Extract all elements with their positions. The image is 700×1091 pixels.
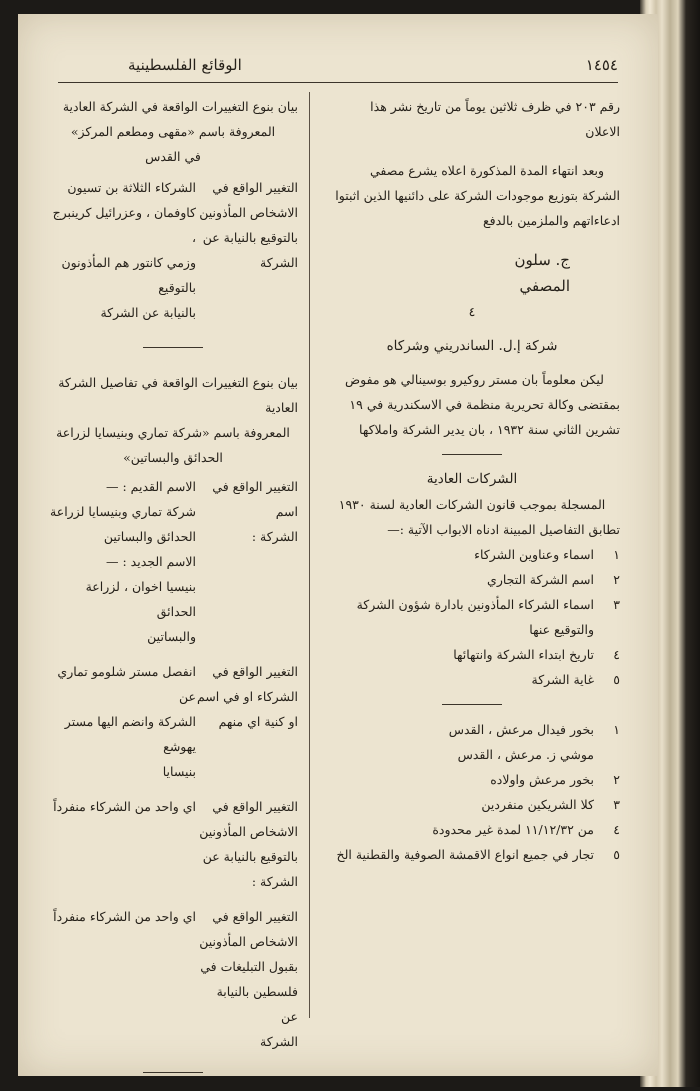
list-item: والتوقيع عنها — [529, 622, 594, 637]
column-divider — [309, 92, 310, 1018]
section-number: ٤ — [468, 304, 476, 319]
page-number: ١٤٥٤ — [585, 56, 618, 74]
change-entry: التغيير الواقع في الاشخاص المأذونين بالتوقيع بالنيابة عن الشركة : اي واحد من الشركاء منفرداً — [53, 799, 298, 889]
list-item: موشي ز. مرعش ، القدس — [457, 747, 594, 762]
details-intro: تطابق التفاصيل المبينة ادناه الابواب الآتية :— — [387, 522, 620, 537]
list-item: ٥ غاية الشركة — [531, 672, 620, 687]
list-item: ٥ تجار في جميع انواع الاقمشة الصوفية والقطنية الخ — [336, 847, 620, 862]
change-entry: التغيير الواقع في الاشخاص المأذونين بالتوقيع بالنيابة عن الشركة الشركاء الثلاثة بن تسيون كاوفمان ، وعزرائيل كرينبرج ، وزمي كانتور هم المأذونون بالتوقيع بالنيابة عن الشركة — [52, 180, 298, 320]
page-header — [58, 54, 618, 83]
block-title: بيان بنوع التغييرات الواقعة في الشركة العادية — [62, 99, 298, 114]
headings-list — [324, 542, 620, 692]
block-title: الحدائق والبساتين» — [123, 450, 223, 465]
section-heading: الشركات العادية — [426, 471, 518, 487]
right-column — [324, 94, 620, 867]
block-title: المعروفة باسم «مقهى ومطعم المركز» — [70, 124, 276, 139]
list-item: ٢ اسم الشركة التجاري — [487, 572, 620, 587]
registration-line: المسجلة بموجب قانون الشركات العادية لسنة ١٩٣٠ — [338, 497, 606, 512]
liquidation-line: وبعد انتهاء المدة المذكورة اعلاه يشرع مصفي — [369, 163, 604, 178]
liquidation-line: ادعاءاتهم والملزمين بالدفع — [482, 213, 620, 228]
liquidation-line: الشركة بتوزيع موجودات الشركة على دائنيها الذين اثبتوا — [335, 188, 620, 203]
signature-name: ج. سلون — [514, 251, 570, 269]
list-item: ٣ اسماء الشركاء المأذونين بادارة شؤون الشركة — [356, 597, 620, 612]
notice-line: ليكن معلوماً بان مستر روكيرو بوسينالي هو مفوض — [345, 372, 604, 387]
separator-rule — [143, 1072, 203, 1073]
list-item: ١ اسماء وعناوين الشركاء — [474, 547, 620, 562]
list-item: ٤ من ١١/١٢/٣٢ لمدة غير محدودة — [432, 822, 620, 837]
list-item: ٢ بخور مرعش واولاده — [490, 772, 620, 787]
document-page — [18, 14, 658, 1076]
company-title: شركة إ.ل. الساندريني وشركاه — [386, 338, 558, 354]
block-title: في القدس — [145, 149, 201, 164]
separator-rule — [143, 347, 203, 348]
left-column — [48, 94, 298, 1091]
signature-role: المصفي — [519, 277, 570, 295]
block-title: بيان بنوع التغييرات الواقعة في تفاصيل الشركة العادية — [58, 375, 298, 415]
list-item: ٤ تاريخ ابتداء الشركة وانتهائها — [453, 647, 620, 662]
separator-rule — [442, 704, 502, 705]
notice-line: بمقتضى وكالة تحريرية منظمة في الاسكندرية في ١٩ — [349, 397, 620, 412]
separator-rule — [442, 454, 502, 455]
change-entry: التغيير الواقع في الاشخاص المأذونين بقبول التبليغات في فلسطين بالنيابة عن الشركة اي واحد من الشركاء منفرداً — [53, 909, 298, 1049]
gazette-title: الوقائع الفلسطينية — [128, 56, 242, 74]
block-title: المعروفة باسم «شركة تماري وبنيسايا لزراعة — [56, 425, 290, 440]
list-item: ٣ كلا الشريكين منفردين — [481, 797, 620, 812]
intro-line: رقم ٢٠٣ في ظرف ثلاثين يوماً من تاريخ نشر هذا — [370, 99, 620, 114]
change-entry: التغيير الواقع في الشركاء او في اسم او كنية اي منهم انفصل مستر شلومو تماري عن الشركة وانضم اليها مستر يهوشع بنيسايا — [57, 664, 298, 779]
intro-line: الاعلان — [585, 124, 620, 139]
list-item: ١ بخور فيدال مرعش ، القدس — [448, 722, 620, 737]
notice-line: تشرين الثاني سنة ١٩٣٢ ، بان يدير الشركة واملاكها — [359, 422, 620, 437]
change-entry: التغيير الواقع في اسم الشركة : الاسم القديم : — شركة تماري وبنيسايا لزراعة الحدائق والبساتين الاسم الجديد : — بنيسيا اخوان ، لزراعة الحدائق والبساتين — [50, 479, 298, 644]
answers-list — [324, 717, 620, 867]
